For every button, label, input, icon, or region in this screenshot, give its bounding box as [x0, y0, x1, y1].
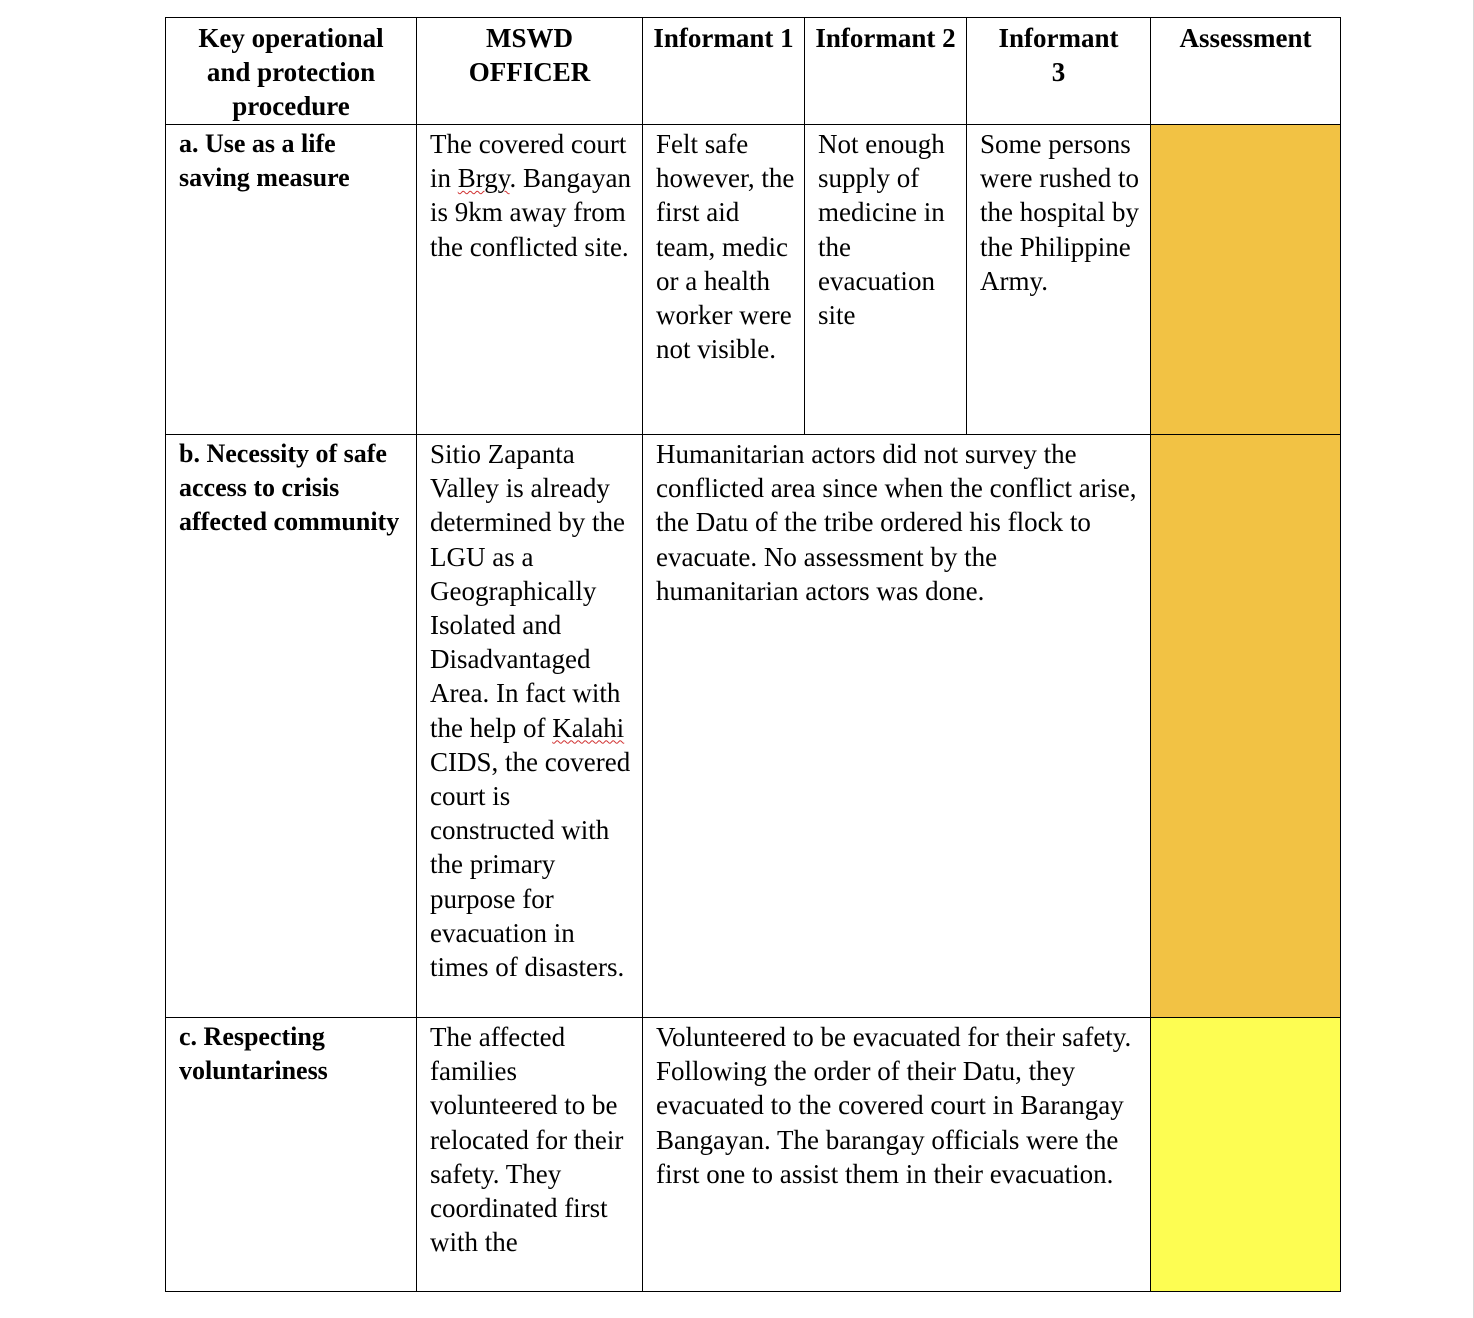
- procedure-cell: c. Respecting voluntariness: [166, 1018, 417, 1292]
- header-informant-1: Informant 1: [643, 18, 805, 125]
- mswd-officer-cell: The covered court in Brgy. Bangayan is 9km away from the conflicted site.: [417, 125, 643, 435]
- procedure-cell: b. Necessity of safe access to crisis affected community: [166, 435, 417, 1018]
- table-row: [166, 1018, 1341, 1292]
- header-informant-3: Informant 3: [967, 18, 1151, 125]
- spellcheck-flagged-word: Kalahi: [552, 712, 625, 743]
- assessment-cell: [1151, 1018, 1341, 1292]
- header-procedure: Key operational and protection procedure: [166, 18, 417, 125]
- informant-3-cell: Some persons were rushed to the hospital by the Philippine Army.: [967, 125, 1151, 435]
- informants-merged-cell: Volunteered to be evacuated for their safety. Following the order of their Datu, they evacuated to the covered court in Barangay Bangayan. The barangay officials were the first one to assist them in their evacuation.: [643, 1018, 1151, 1292]
- mswd-officer-cell: The affected families volunteered to be relocated for their safety. They coordinated first with the: [417, 1018, 643, 1292]
- procedure-cell: a. Use as a life saving measure: [166, 125, 417, 435]
- protection-procedure-table: [165, 17, 1341, 1292]
- header-assessment: Assessment: [1151, 18, 1341, 125]
- assessment-cell: [1151, 435, 1341, 1018]
- header-mswd-officer: MSWD OFFICER: [417, 18, 643, 125]
- table-row: [166, 435, 1341, 1018]
- table-row: [166, 125, 1341, 435]
- informants-merged-cell: Humanitarian actors did not survey the conflicted area since when the conflict arise, the Datu of the tribe ordered his flock to evacuate. No assessment by the humanitarian actors was done.: [643, 435, 1151, 1018]
- assessment-cell: [1151, 125, 1341, 435]
- header-informant-2: Informant 2: [805, 18, 967, 125]
- informant-2-cell: Not enough supply of medicine in the evacuation site: [805, 125, 967, 435]
- mswd-officer-cell: Sitio Zapanta Valley is already determined by the LGU as a Geographically Isolated and Disadvantaged Area. In fact with the help of Kalahi CIDS, the covered court is constructed with the primary purpose for evacuation in times of disasters.: [417, 435, 643, 1018]
- spellcheck-flagged-word: Brgy: [457, 163, 510, 194]
- header-row: [166, 18, 1341, 125]
- informant-1-cell: Felt safe however, the first aid team, medic or a health worker were not visible.: [643, 125, 805, 435]
